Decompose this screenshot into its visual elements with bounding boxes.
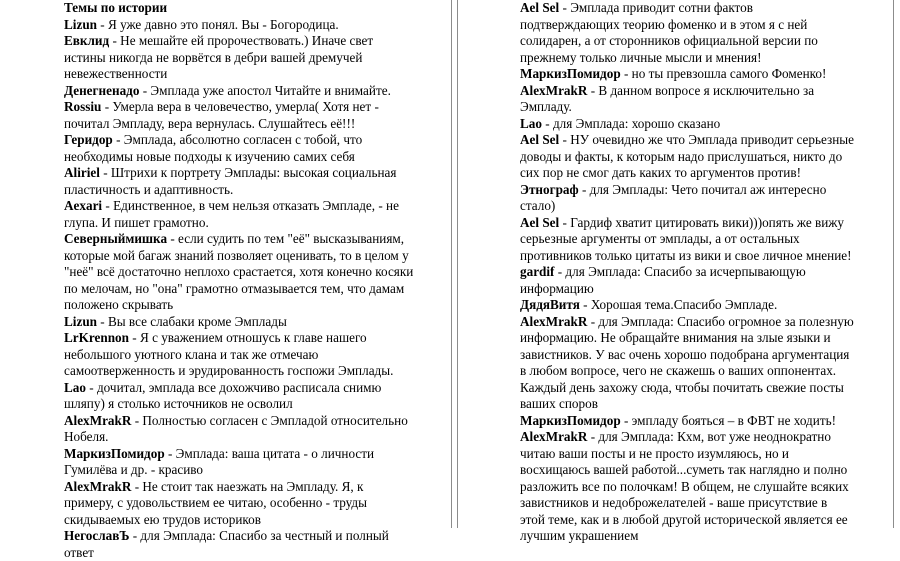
- comment-text: - Не мешайте ей пророчествовать.) Иначе свет истины никогда не ворвётся в дебри вашей дремучей невежественности: [64, 33, 373, 81]
- comment-author: Ael Sel: [520, 215, 559, 230]
- comment-text: - В данном вопросе я исключительно за Эмпладу.: [520, 83, 814, 115]
- comment-entry: [64, 165, 416, 198]
- comment-author: gardif: [520, 264, 554, 279]
- comment-text: - для Эмплада: Спасибо за честный и полный ответ: [64, 528, 389, 560]
- comment-entry: [520, 182, 855, 215]
- comment-text: - Я уже давно это понял. Вы - Богородица.: [97, 17, 339, 32]
- comment-text: - Эмплада уже апостол Читайте и внимайте.: [139, 83, 390, 98]
- comment-entry: [520, 429, 855, 545]
- comment-entry: [64, 446, 416, 479]
- comment-author: Rossiu: [64, 99, 101, 114]
- comment-text: - НУ очевидно же что Эмплада приводит серьезные доводы и факты, к которым надо прислушаться, никто до сих пор не смог дать каких то аргументов против!: [520, 132, 854, 180]
- comment-author: Lizun: [64, 314, 97, 329]
- comment-text: - если судить по тем "её" высказываниям, которые мой багаж знаний позволяет оценивать, то в целом у "неё" всё достаточно неплохо срастается, хотя конечно косяки по мелочам, но "она" грамотно отмазывается тем, что дамам положено скрывать: [64, 231, 413, 312]
- comment-author: Евклид: [64, 33, 109, 48]
- page-edge-right: [893, 0, 894, 528]
- comment-author: НегославЪ: [64, 528, 129, 543]
- comment-author: Lao: [64, 380, 86, 395]
- comment-text: - Эмплада, абсолютно согласен с тобой, что необходимы новые подходы к изучению самих себя: [64, 132, 362, 164]
- comment-text: - для Эмплады: Чето почитал аж интересно стало): [520, 182, 826, 214]
- comment-entry: [520, 264, 855, 297]
- comment-text: - для Эмплада: Кхм, вот уже неоднократно читаю ваши посты и не просто изумляюсь, но и восхищаюсь вашей работой...суметь так наглядно и полно разложить все по полочкам! В общем, не слушайте всяких завистников и недоброжелателей - ваше присутствие в этой теме, как и в любой другой исторической является ее лучшим украшением: [520, 429, 849, 543]
- comment-author: Aexari: [64, 198, 102, 213]
- comment-entry: [520, 66, 855, 83]
- comment-entry: [520, 116, 855, 133]
- comment-entry: [64, 99, 416, 132]
- comment-text: - Вы все слабаки кроме Эмплады: [97, 314, 287, 329]
- comment-author: Lao: [520, 116, 542, 131]
- comment-text: - Штрихи к портрету Эмплады: высокая социальная пластичность и адаптивность.: [64, 165, 396, 197]
- comment-entry: [64, 314, 416, 331]
- comment-text: - Умерла вера в человечество, умерла( Хотя нет - почитал Эмпладу, вера вернулась. Слушайтесь её!!!: [64, 99, 379, 131]
- comment-text: - дочитал, эмплада все дохожчиво расписала снимю шляпу) я столько источников не осволил: [64, 380, 381, 412]
- comment-entry: [64, 231, 416, 314]
- comment-entry: [520, 413, 855, 430]
- comment-author: Этнограф: [520, 182, 579, 197]
- page-title: Темы по истории: [64, 0, 416, 17]
- comment-author: AlexMrakR: [64, 413, 131, 428]
- comment-entry: [64, 83, 416, 100]
- comment-entry: [64, 413, 416, 446]
- comment-entry: [520, 83, 855, 116]
- comment-text: - Гардиф хватит цитировать вики)))опять же вижу серьезные аргументы от эмплады, а от остальных противников только цитаты из вики и свое личное мнение!: [520, 215, 852, 263]
- comment-text: - Эмплада: ваша цитата - о личности Гумилёва и др. - красиво: [64, 446, 374, 478]
- comment-author: AlexMrakR: [64, 479, 131, 494]
- comment-author: Ael Sel: [520, 0, 559, 15]
- comment-text: - Эмплада приводит сотни фактов подтверждающих теорию фоменко и в этом я с ней солидарен, а от сторонников официальной версии по прежнему только личные мысли и мнения!: [520, 0, 818, 65]
- comment-entry: [64, 479, 416, 529]
- comment-author: МаркизПомидор: [520, 66, 621, 81]
- left-page-column: [64, 0, 416, 528]
- comment-entry: [64, 380, 416, 413]
- comment-entry: [520, 314, 855, 413]
- comment-entry: [64, 17, 416, 34]
- comment-text: - Хорошая тема.Спасибо Эмпладе.: [580, 297, 777, 312]
- comment-author: МаркизПомидор: [64, 446, 165, 461]
- comment-entry: [520, 215, 855, 265]
- comment-text: - эмпладу бояться – в ФВТ не ходить!: [621, 413, 836, 428]
- page-separator-left: [451, 0, 452, 528]
- comment-entry: [520, 132, 855, 182]
- comment-text: - для Эмплада: Спасибо за исчерпывающую информацию: [520, 264, 806, 296]
- comment-author: МаркизПомидор: [520, 413, 621, 428]
- comment-entry: [64, 330, 416, 380]
- right-page-column: [520, 0, 855, 528]
- comment-author: AlexMrakR: [520, 314, 587, 329]
- comment-author: Lizun: [64, 17, 97, 32]
- comment-text: - для Эмплада: хорошо сказано: [542, 116, 720, 131]
- comment-author: Денегненадо: [64, 83, 139, 98]
- comment-entry: [64, 528, 416, 561]
- comment-author: Aliriel: [64, 165, 100, 180]
- comment-author: AlexMrakR: [520, 83, 587, 98]
- comment-text: - Я с уважением отношусь к главе нашего небольшого уютного клана и так же отмечаю самоотверженность и эрудированность госпожи Эмплады.: [64, 330, 393, 378]
- comment-text: - Полностью согласен с Эмпладой относительно Нобеля.: [64, 413, 408, 445]
- comment-author: ДядяВитя: [520, 297, 580, 312]
- comment-author: Геридор: [64, 132, 113, 147]
- comment-text: - Единственное, в чем нельзя отказать Эмпладе, - не глупа. И пишет грамотно.: [64, 198, 399, 230]
- comment-author: Ael Sel: [520, 132, 559, 147]
- comment-entry: [64, 33, 416, 83]
- comment-entry: [64, 132, 416, 165]
- right-entry-list: [520, 0, 855, 545]
- comment-text: - для Эмплада: Спасибо огромное за полезную информацию. Не обращайте внимания на злые языки и завистников. У вас очень хорошо подобрана аргументация в любом вопросе, чего не скажешь о ваших оппонентах. Каждый день захожу сюда, чтобы почитать свежие посты ваших споров: [520, 314, 854, 412]
- comment-text: - но ты превзошла самого Фоменко!: [621, 66, 827, 81]
- comment-entry: [64, 198, 416, 231]
- comment-author: AlexMrakR: [520, 429, 587, 444]
- comment-entry: [520, 297, 855, 314]
- comment-entry: [520, 0, 855, 66]
- page-separator-right: [457, 0, 458, 528]
- left-entry-list: [64, 17, 416, 561]
- comment-text: - Не стоит так наезжать на Эмпладу. Я, к примеру, с удовольствием ее читаю, особенно - труды скидываемых ею трудов историков: [64, 479, 367, 527]
- comment-author: LrKrennon: [64, 330, 129, 345]
- comment-author: Северныймишка: [64, 231, 167, 246]
